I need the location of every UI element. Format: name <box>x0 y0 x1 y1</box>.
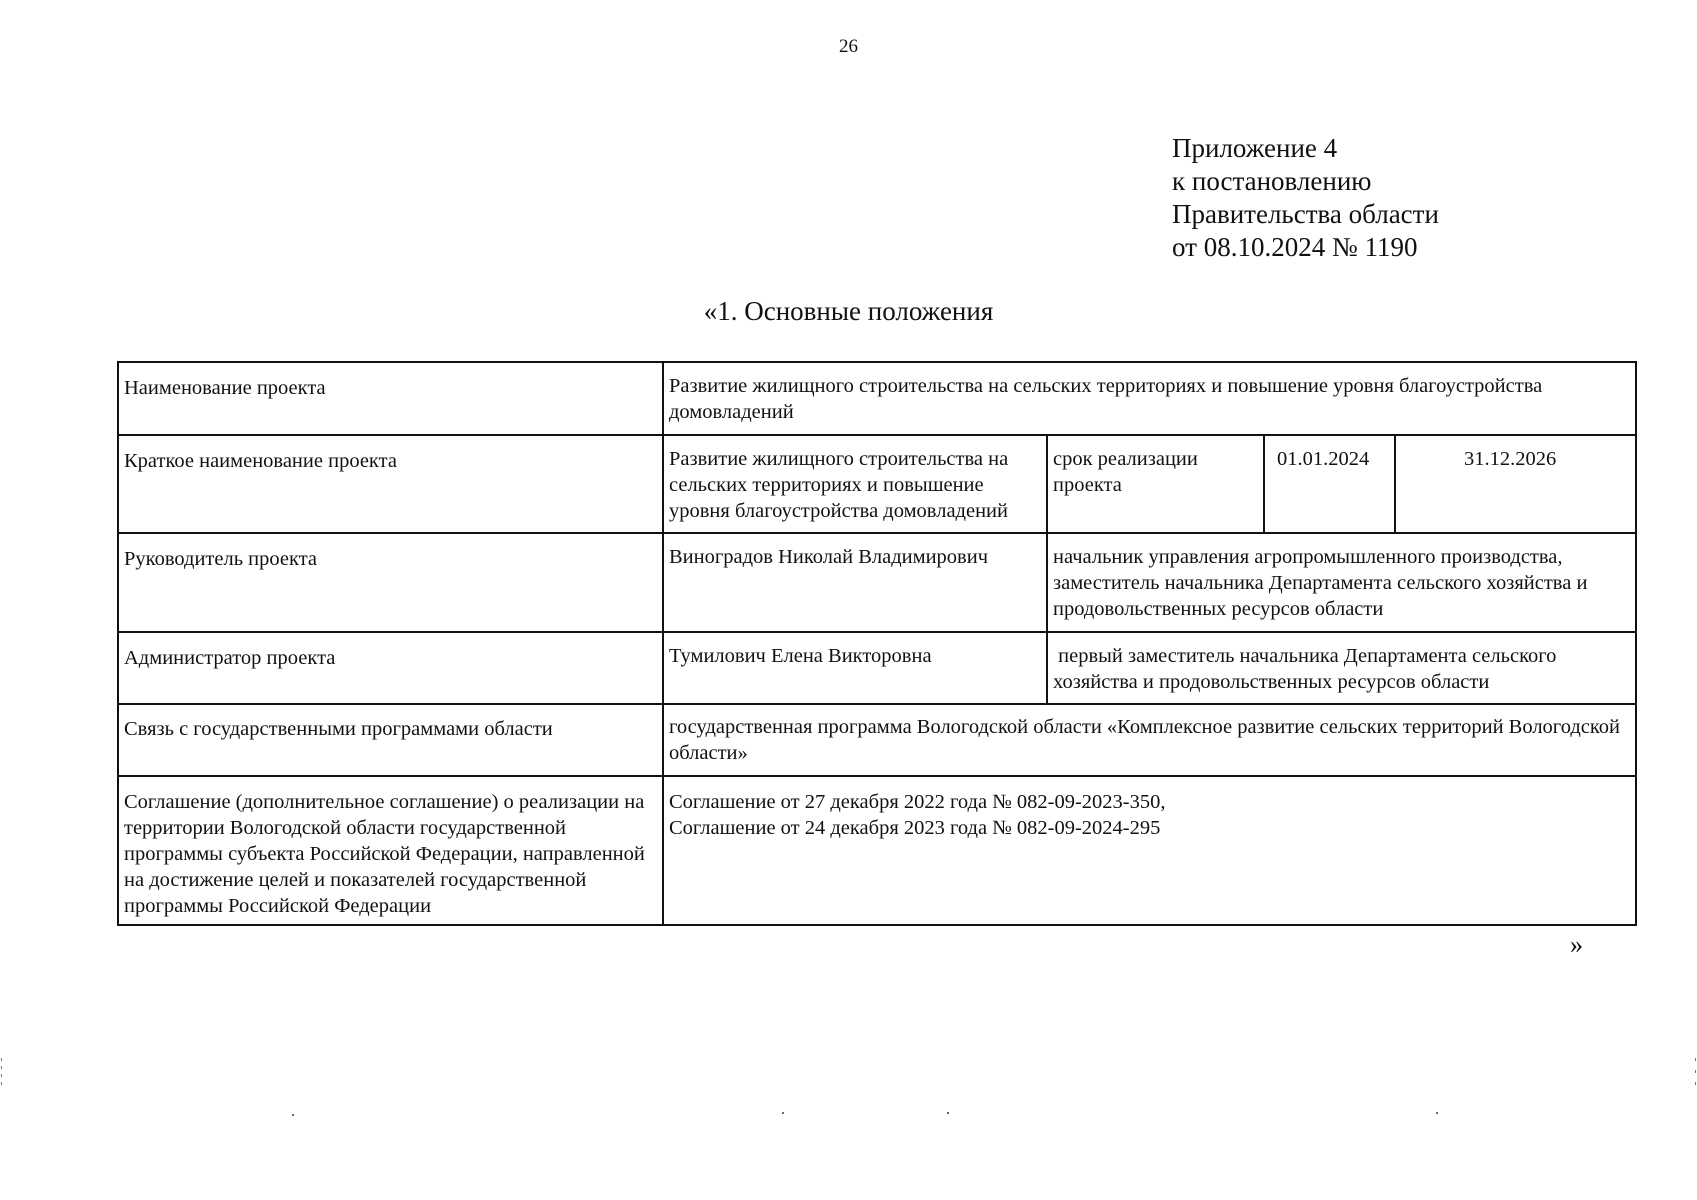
section-title: «1. Основные положения <box>703 296 994 326</box>
scan-artifact <box>1 1074 2 1077</box>
project-leader-position: начальник управления агропромышленного производства, заместитель начальника Департамента сельского хозяйства и продовольственных ресурсов области <box>1053 546 1588 620</box>
scan-artifact <box>1 1058 2 1061</box>
closing-quote: » <box>1570 930 1583 959</box>
table-border-top <box>117 361 1637 363</box>
table-column-divider <box>1263 434 1265 532</box>
table-border-right <box>1635 361 1637 926</box>
project-info-table <box>117 361 1637 926</box>
appendix-line-4: от 08.10.2024 № 1190 <box>1172 232 1418 262</box>
appendix-line-2: к постановлению <box>1172 166 1372 196</box>
table-row-divider <box>117 434 1637 436</box>
appendix-block <box>1172 132 1439 264</box>
table-border-left <box>117 361 119 926</box>
appendix-line-1: Приложение 4 <box>1172 133 1338 163</box>
table-row-divider <box>117 775 1637 777</box>
table-border-bottom <box>117 924 1637 926</box>
project-name-value: Развитие жилищного строительства на сельских территориях и повышение уровня благоустройства домовладений <box>669 375 1543 423</box>
agreement-value-line-2: Соглашение от 24 декабря 2023 года № 082-09-2024-295 <box>669 817 1161 839</box>
project-administrator-label: Администратор проекта <box>124 647 336 669</box>
agreement-label: Соглашение (дополнительное соглашение) о реализации на территории Вологодской области государственной программы субъекта Российской Федерации, направленной на достижение целей и показателей государственной программы Российской Федерации <box>124 791 645 917</box>
appendix-line-3: Правительства области <box>1172 199 1439 229</box>
table-column-divider <box>1046 434 1048 703</box>
scan-artifact <box>1695 1058 1696 1061</box>
scan-artifact <box>1 1066 2 1069</box>
scan-artifact <box>1695 1070 1696 1073</box>
project-name-label: Наименование проекта <box>124 377 326 399</box>
scan-artifact <box>782 1112 784 1114</box>
table-row-divider <box>117 532 1637 534</box>
scan-artifact <box>947 1112 949 1114</box>
project-leader-label: Руководитель проекта <box>124 548 317 570</box>
scan-artifact <box>1 1082 2 1085</box>
scan-artifact <box>1436 1112 1438 1114</box>
scan-artifact <box>292 1114 294 1116</box>
table-row-divider <box>117 703 1637 705</box>
short-name-label: Краткое наименование проекта <box>124 450 397 472</box>
term-start-date: 01.01.2024 <box>1277 448 1370 470</box>
project-leader-name: Виноградов Николай Владимирович <box>669 546 989 568</box>
project-administrator-position: первый заместитель начальника Департамента сельского хозяйства и продовольственных ресурсов области <box>1053 645 1562 693</box>
state-programs-label: Связь с государственными программами области <box>124 718 553 740</box>
project-administrator-name: Тумилович Елена Викторовна <box>669 645 932 667</box>
table-row-divider <box>117 631 1637 633</box>
state-programs-value: государственная программа Вологодской области «Комплексное развитие сельских территорий Вологодской области» <box>669 716 1621 764</box>
table-column-divider <box>1394 434 1396 532</box>
agreement-value-line-1: Соглашение от 27 декабря 2022 года № 082-09-2023-350, <box>669 791 1166 813</box>
scan-artifact <box>1695 1082 1696 1085</box>
term-label: срок реализации проекта <box>1053 448 1198 496</box>
page-number: 26 <box>839 36 858 57</box>
term-end-date: 31.12.2026 <box>1464 448 1557 470</box>
short-name-value: Развитие жилищного строительства на сельских территориях и повышение уровня благоустройства домовладений <box>669 448 1009 522</box>
table-column-divider <box>662 361 664 926</box>
